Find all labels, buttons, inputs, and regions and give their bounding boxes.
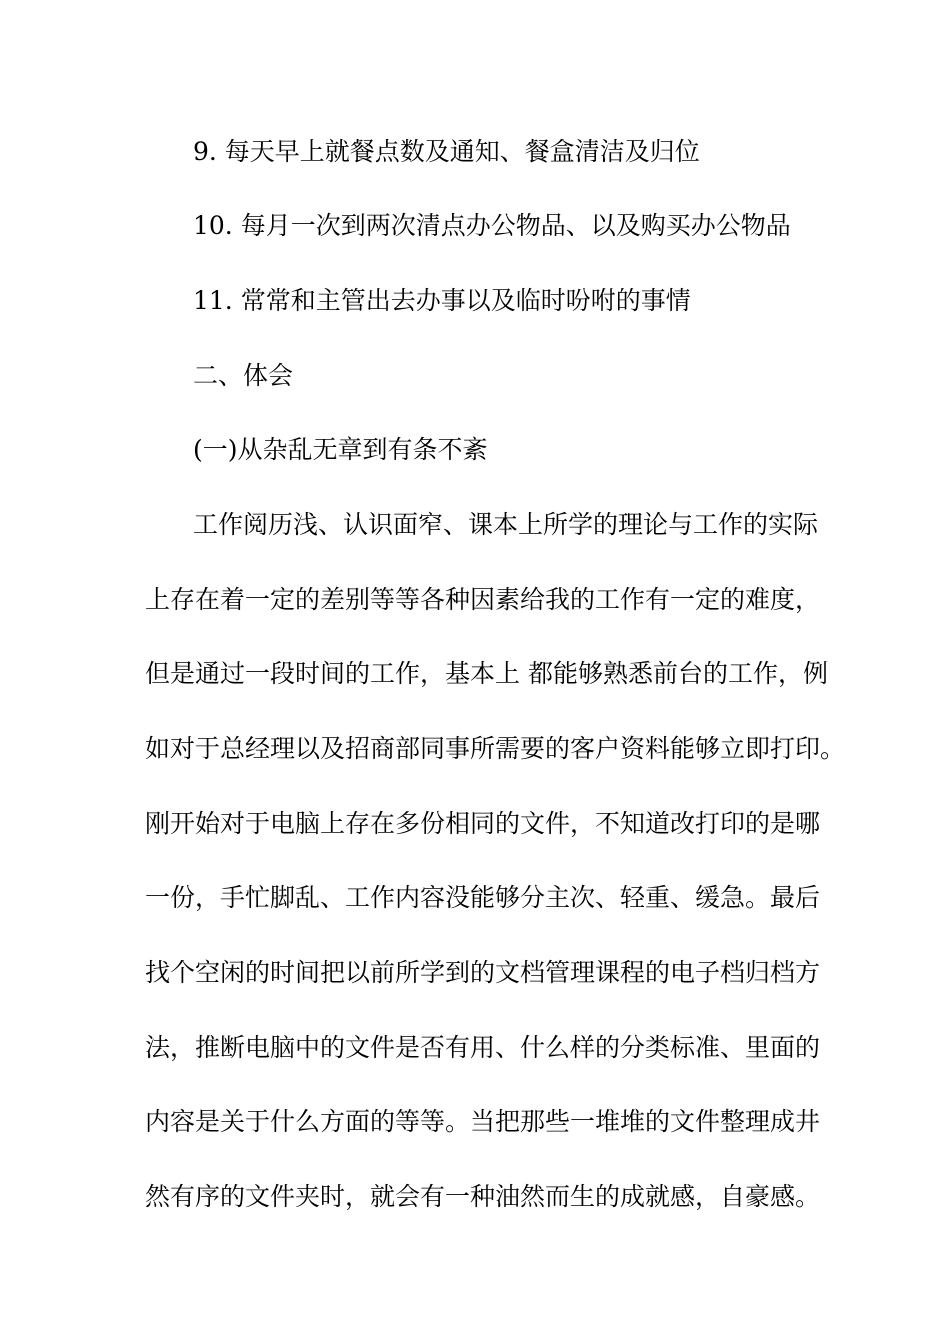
list-item-10: 10. 每月一次到两次清点办公物品、以及购买办公物品: [193, 211, 791, 240]
paragraph-line: 内容是关于什么方面的等等。当把那些一堆堆的文件整理成井: [145, 1107, 821, 1136]
paragraph-line: 然有序的文件夹时，就会有一种油然而生的成就感，自豪感。: [145, 1182, 821, 1211]
section-heading: 二、体会: [193, 361, 294, 390]
list-item-9: 9. 每天早上就餐点数及通知、餐盒清洁及归位: [193, 137, 700, 166]
paragraph-line: 法，推断电脑中的文件是否有用、什么样的分类标准、里面的: [145, 1033, 821, 1062]
paragraph-line: 如对于总经理以及招商部同事所需要的客户资料能够立即打印。: [145, 734, 846, 763]
paragraph-line: 但是通过一段时间的工作，基本上 都能够熟悉前台的工作，例: [145, 659, 828, 688]
paragraph-line: 找个空闲的时间把以前所学到的文档管理课程的电子档归档方: [145, 958, 821, 987]
subsection-heading: (一)从杂乱无章到有条不紊: [193, 435, 488, 464]
paragraph-line: 刚开始对于电脑上存在多份相同的文件，不知道改打印的是哪: [145, 809, 821, 838]
list-item-11: 11. 常常和主管出去办事以及临时吩咐的事情: [193, 286, 691, 315]
paragraph-line: 工作阅历浅、认识面窄、课本上所学的理论与工作的实际: [193, 510, 819, 539]
paragraph-line: 一份，手忙脚乱、工作内容没能够分主次、轻重、缓急。最后: [145, 883, 821, 912]
paragraph-line: 上存在着一定的差别等等各种因素给我的工作有一定的难度，: [145, 585, 821, 614]
